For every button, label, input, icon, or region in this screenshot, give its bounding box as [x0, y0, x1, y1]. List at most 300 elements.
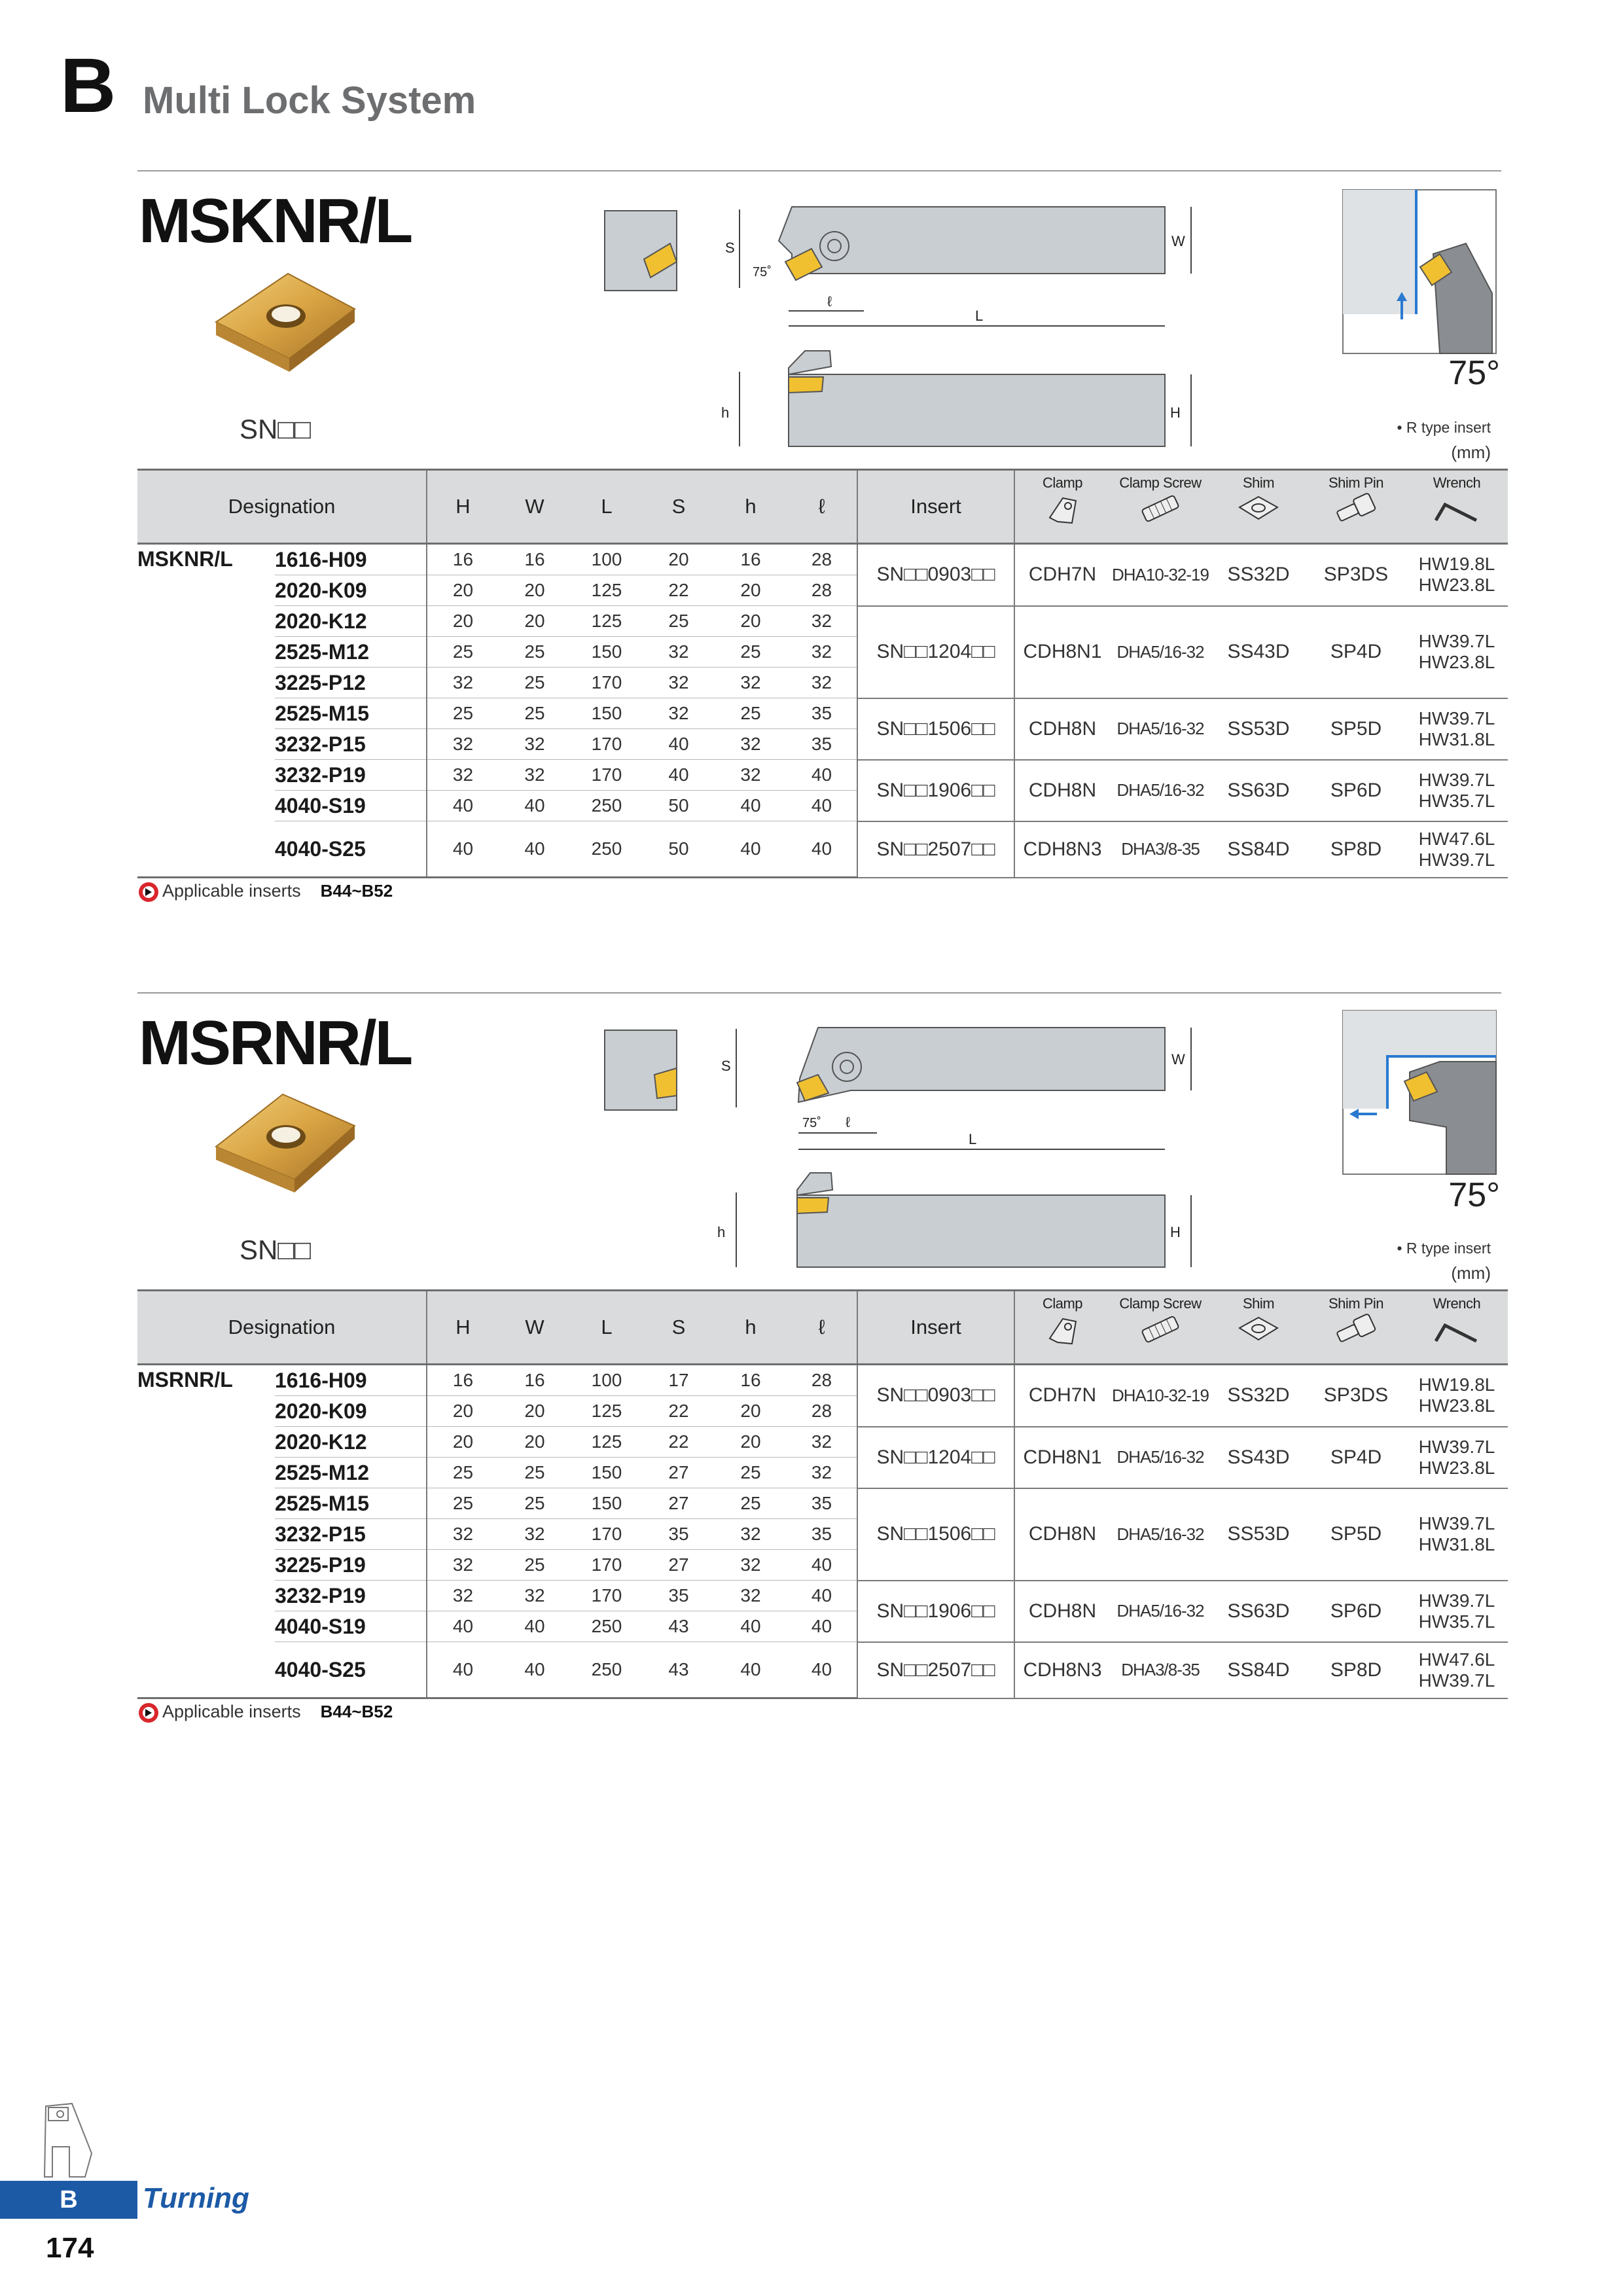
col-clamp-screw-label: Clamp Screw: [1119, 475, 1202, 491]
cell-S: 17: [643, 1365, 715, 1396]
wrench-1: HW47.6L: [1418, 1649, 1495, 1670]
cell-H: 25: [427, 698, 499, 729]
arrow-circle-icon: [137, 1702, 160, 1724]
clamp-screw-cell: DHA3/8-35: [1110, 1642, 1211, 1698]
cell-l: 35: [787, 1519, 857, 1550]
dim-W-label: W: [1171, 233, 1185, 249]
approach-angle: 75°: [1448, 1176, 1500, 1214]
cell-L: 170: [571, 760, 643, 791]
designation-cell: 3225-P12: [275, 668, 427, 698]
section-divider: [137, 170, 1501, 171]
wrench-1: HW39.7L: [1418, 708, 1495, 728]
spec-table: [137, 1289, 1508, 1699]
cell-W: 25: [499, 668, 571, 698]
cell-h: 32: [715, 729, 787, 760]
cell-W: 25: [499, 637, 571, 668]
cell-L: 150: [571, 1458, 643, 1488]
col-h: h: [715, 1291, 787, 1365]
table-row: [137, 821, 1508, 878]
insert-code: SN□□: [240, 414, 312, 444]
clamp-cell: CDH7N: [1014, 1365, 1110, 1427]
cell-H: 25: [427, 1458, 499, 1488]
table-row: [137, 1642, 1508, 1698]
cell-l: 40: [787, 791, 857, 821]
clamp-icon: [1043, 492, 1082, 526]
table-row: [137, 606, 1508, 637]
cell-L: 250: [571, 791, 643, 821]
shim-pin-icon: [1333, 1312, 1379, 1346]
col-wrench-label: Wrench: [1433, 1295, 1481, 1312]
cell-L: 125: [571, 575, 643, 606]
wrench-1: HW39.7L: [1418, 769, 1495, 790]
dim-l-label: ℓ: [827, 293, 832, 310]
dim-h-label: h: [721, 404, 730, 421]
col-clamp-label: Clamp: [1042, 475, 1083, 491]
clamp-screw-cell: DHA5/16-32: [1110, 1581, 1211, 1642]
cell-l: 35: [787, 729, 857, 760]
clamp-cell: CDH8N: [1014, 760, 1110, 821]
shim-cell: SS32D: [1211, 1365, 1306, 1427]
screw-icon: [1137, 1312, 1183, 1346]
table-header-row: [137, 1291, 1508, 1365]
col-insert: Insert: [857, 1291, 1014, 1365]
cell-h: 20: [715, 606, 787, 637]
col-shim-label: Shim: [1242, 475, 1275, 491]
cell-S: 50: [643, 821, 715, 878]
table-row: [137, 544, 1508, 575]
cell-h: 40: [715, 1642, 787, 1698]
screw-icon: [1137, 492, 1183, 526]
cell-l: 40: [787, 1611, 857, 1642]
cell-L: 170: [571, 1550, 643, 1581]
series-name: MSRNR/L: [137, 1365, 275, 1698]
col-designation: Designation: [137, 470, 427, 544]
cell-L: 100: [571, 544, 643, 575]
cell-L: 100: [571, 1365, 643, 1396]
cell-S: 22: [643, 575, 715, 606]
shim-pin-cell: SP3DS: [1306, 1365, 1406, 1427]
table-row: [137, 1365, 1508, 1396]
shim-pin-cell: SP3DS: [1306, 544, 1406, 606]
wrench-1: HW39.7L: [1418, 1513, 1495, 1534]
cell-L: 170: [571, 729, 643, 760]
col-l: ℓ: [787, 470, 857, 544]
designation-cell: 2020-K09: [275, 575, 427, 606]
shim-pin-cell: SP8D: [1306, 1642, 1406, 1698]
col-S: S: [643, 1291, 715, 1365]
cell-l: 28: [787, 544, 857, 575]
shim-pin-cell: SP5D: [1306, 1488, 1406, 1581]
cell-l: 32: [787, 637, 857, 668]
col-L: L: [571, 470, 643, 544]
shim-icon: [1236, 1312, 1281, 1346]
clamp-cell: CDH8N3: [1014, 1642, 1110, 1698]
designation-cell: 4040-S19: [275, 791, 427, 821]
section-tab-label: Turning: [143, 2182, 249, 2214]
col-h: h: [715, 470, 787, 544]
col-wrench-label: Wrench: [1433, 475, 1481, 491]
wrench-2: HW23.8L: [1418, 652, 1495, 672]
designation-cell: 4040-S19: [275, 1611, 427, 1642]
cell-h: 20: [715, 1396, 787, 1427]
insert-image: [209, 1089, 360, 1207]
cell-W: 25: [499, 1458, 571, 1488]
cell-l: 32: [787, 1427, 857, 1458]
insert-cell: SN□□1506□□: [857, 698, 1014, 760]
cell-H: 25: [427, 637, 499, 668]
cell-H: 32: [427, 668, 499, 698]
wrench-1: HW39.7L: [1418, 631, 1495, 651]
clamp-cell: CDH8N3: [1014, 821, 1110, 878]
cell-l: 28: [787, 1396, 857, 1427]
cell-S: 50: [643, 791, 715, 821]
cell-S: 22: [643, 1427, 715, 1458]
wrench-cell: [1406, 1427, 1508, 1488]
col-insert: Insert: [857, 470, 1014, 544]
cell-h: 25: [715, 698, 787, 729]
col-clamp-screw: [1110, 1291, 1211, 1365]
cell-W: 16: [499, 1365, 571, 1396]
cell-l: 28: [787, 575, 857, 606]
wrench-1: HW19.8L: [1418, 554, 1495, 575]
cell-l: 40: [787, 1581, 857, 1611]
cell-h: 40: [715, 1611, 787, 1642]
dim-H-label: H: [1170, 404, 1181, 421]
designation-cell: 1616-H09: [275, 544, 427, 575]
cell-h: 40: [715, 821, 787, 878]
col-clamp-screw: [1110, 470, 1211, 544]
cell-S: 32: [643, 637, 715, 668]
cell-H: 40: [427, 791, 499, 821]
clamp-screw-cell: DHA5/16-32: [1110, 698, 1211, 760]
unit-note: (mm): [1451, 442, 1491, 462]
cell-l: 35: [787, 698, 857, 729]
angle-label: 75˚: [802, 1116, 821, 1130]
cell-S: 20: [643, 544, 715, 575]
cell-H: 32: [427, 1519, 499, 1550]
angle-label: 75˚: [753, 265, 772, 279]
col-shim: [1211, 470, 1306, 544]
cell-l: 35: [787, 1488, 857, 1519]
spec-table: [137, 469, 1508, 878]
wrench-1: HW19.8L: [1418, 1374, 1495, 1395]
cell-h: 25: [715, 637, 787, 668]
shim-cell: SS32D: [1211, 544, 1306, 606]
dim-S-label: S: [725, 240, 735, 256]
designation-cell: 2525-M12: [275, 1458, 427, 1488]
col-clamp-screw-label: Clamp Screw: [1119, 1295, 1202, 1312]
cell-S: 32: [643, 698, 715, 729]
wrench-2: HW23.8L: [1418, 575, 1495, 596]
clamp-cell: CDH8N: [1014, 1488, 1110, 1581]
wrench-cell: [1406, 698, 1508, 760]
cell-h: 16: [715, 544, 787, 575]
insert-cell: SN□□2507□□: [857, 821, 1014, 878]
wrench-2: HW31.8L: [1418, 1534, 1495, 1554]
cell-H: 16: [427, 1365, 499, 1396]
cell-W: 40: [499, 1642, 571, 1698]
cell-l: 40: [787, 821, 857, 878]
cell-L: 170: [571, 1581, 643, 1611]
cell-S: 25: [643, 606, 715, 637]
cell-W: 20: [499, 606, 571, 637]
insert-cell: SN□□0903□□: [857, 544, 1014, 606]
r-type-note: • R type insert: [1397, 1240, 1491, 1257]
shim-cell: SS43D: [1211, 606, 1306, 698]
cell-S: 22: [643, 1396, 715, 1427]
wrench-icon: [1431, 1312, 1483, 1346]
shim-cell: SS53D: [1211, 698, 1306, 760]
cell-H: 32: [427, 729, 499, 760]
table-row: [137, 760, 1508, 791]
approach-angle: 75°: [1448, 354, 1500, 392]
cell-S: 35: [643, 1581, 715, 1611]
cell-L: 170: [571, 1519, 643, 1550]
wrench-cell: [1406, 760, 1508, 821]
cell-H: 40: [427, 1611, 499, 1642]
cell-H: 20: [427, 575, 499, 606]
wrench-cell: [1406, 606, 1508, 698]
insert-cell: SN□□1204□□: [857, 1427, 1014, 1488]
clamp-cell: CDH8N: [1014, 1581, 1110, 1642]
insert-image: [209, 268, 360, 386]
insert-cell: SN□□1204□□: [857, 606, 1014, 698]
cell-S: 27: [643, 1458, 715, 1488]
table-row: [137, 1427, 1508, 1458]
cell-W: 25: [499, 1488, 571, 1519]
cell-L: 250: [571, 1611, 643, 1642]
designation-cell: 2525-M15: [275, 1488, 427, 1519]
cell-h: 25: [715, 1458, 787, 1488]
designation-cell: 3232-P19: [275, 1581, 427, 1611]
wrench-2: HW23.8L: [1418, 1457, 1495, 1478]
cell-l: 32: [787, 606, 857, 637]
wrench-2: HW31.8L: [1418, 728, 1495, 749]
col-shim-label: Shim: [1242, 1295, 1275, 1312]
shim-pin-cell: SP8D: [1306, 821, 1406, 878]
clamp-screw-cell: DHA5/16-32: [1110, 1427, 1211, 1488]
section-letter: B: [60, 43, 116, 129]
designation-cell: 2525-M12: [275, 637, 427, 668]
wrench-2: HW35.7L: [1418, 1611, 1495, 1632]
designation-cell: 3232-P19: [275, 760, 427, 791]
designation-cell: 1616-H09: [275, 1365, 427, 1396]
cell-h: 32: [715, 1550, 787, 1581]
cell-W: 20: [499, 1396, 571, 1427]
designation-cell: 4040-S25: [275, 1642, 427, 1698]
col-designation: Designation: [137, 1291, 427, 1365]
cell-S: 35: [643, 1519, 715, 1550]
cell-H: 20: [427, 1427, 499, 1458]
shim-cell: SS63D: [1211, 760, 1306, 821]
cell-W: 20: [499, 575, 571, 606]
col-wrench: [1406, 1291, 1508, 1365]
insert-cell: SN□□1906□□: [857, 760, 1014, 821]
wrench-cell: [1406, 1365, 1508, 1427]
cell-L: 150: [571, 698, 643, 729]
cell-H: 32: [427, 760, 499, 791]
col-H: H: [427, 470, 499, 544]
cell-l: 40: [787, 760, 857, 791]
cell-S: 40: [643, 760, 715, 791]
cell-W: 40: [499, 821, 571, 878]
clamp-screw-cell: DHA10-32-19: [1110, 544, 1211, 606]
designation-cell: 2525-M15: [275, 698, 427, 729]
cell-W: 20: [499, 1427, 571, 1458]
cell-H: 40: [427, 821, 499, 878]
cell-W: 32: [499, 729, 571, 760]
shim-cell: SS43D: [1211, 1427, 1306, 1488]
shim-cell: SS84D: [1211, 821, 1306, 878]
applicable-label: Applicable inserts: [162, 1702, 301, 1722]
wrench-icon: [1431, 492, 1483, 526]
cell-L: 125: [571, 1396, 643, 1427]
insert-cell: SN□□1906□□: [857, 1581, 1014, 1642]
designation-cell: 2020-K09: [275, 1396, 427, 1427]
shim-icon: [1236, 492, 1281, 526]
arrow-circle-icon: [137, 881, 160, 903]
dim-L-label: L: [975, 308, 984, 324]
cell-L: 250: [571, 821, 643, 878]
cell-h: 32: [715, 760, 787, 791]
page-number: 174: [46, 2232, 94, 2264]
series-name: MSKNR/L: [137, 544, 275, 878]
cell-S: 27: [643, 1550, 715, 1581]
cell-h: 25: [715, 1488, 787, 1519]
cell-H: 25: [427, 1488, 499, 1519]
clamp-screw-cell: DHA5/16-32: [1110, 606, 1211, 698]
cell-L: 150: [571, 637, 643, 668]
col-clamp: [1014, 1291, 1110, 1365]
shim-pin-cell: SP5D: [1306, 698, 1406, 760]
col-wrench: [1406, 470, 1508, 544]
cell-W: 40: [499, 791, 571, 821]
cell-L: 250: [571, 1642, 643, 1698]
model-title: MSRNR/L: [139, 1008, 412, 1078]
cell-W: 32: [499, 1519, 571, 1550]
wrench-2: HW39.7L: [1418, 849, 1495, 870]
cell-l: 40: [787, 1550, 857, 1581]
designation-cell: 3232-P15: [275, 729, 427, 760]
cell-h: 32: [715, 1519, 787, 1550]
clamp-cell: CDH7N: [1014, 544, 1110, 606]
col-shim-pin-label: Shim Pin: [1328, 475, 1384, 491]
cell-W: 25: [499, 1550, 571, 1581]
cell-W: 32: [499, 760, 571, 791]
col-W: W: [499, 470, 571, 544]
clamp-icon: [1043, 1312, 1082, 1346]
shim-cell: SS84D: [1211, 1642, 1306, 1698]
table-row: [137, 698, 1508, 729]
clamp-screw-cell: DHA5/16-32: [1110, 1488, 1211, 1581]
col-shim: [1211, 1291, 1306, 1365]
cell-L: 125: [571, 606, 643, 637]
dim-l-label: ℓ: [846, 1114, 851, 1130]
applicable-inserts-note: [137, 1702, 393, 1724]
applicable-range: B44~B52: [320, 881, 393, 901]
col-shim-pin: [1306, 470, 1406, 544]
model-title: MSKNR/L: [139, 186, 412, 256]
dim-W-label: W: [1171, 1051, 1185, 1067]
cell-S: 43: [643, 1642, 715, 1698]
cell-l: 40: [787, 1642, 857, 1698]
col-shim-pin-label: Shim Pin: [1328, 1295, 1384, 1312]
tool-drawing: [602, 1018, 1204, 1274]
wrench-cell: [1406, 1642, 1508, 1698]
wrench-2: HW35.7L: [1418, 790, 1495, 811]
col-l: ℓ: [787, 1291, 857, 1365]
insert-cell: SN□□2507□□: [857, 1642, 1014, 1698]
cell-L: 150: [571, 1488, 643, 1519]
dim-S-label: S: [721, 1058, 731, 1074]
col-S: S: [643, 470, 715, 544]
wrench-1: HW39.7L: [1418, 1590, 1495, 1611]
shim-pin-icon: [1333, 492, 1379, 526]
table-row: [137, 1488, 1508, 1519]
cell-h: 20: [715, 1427, 787, 1458]
cell-W: 25: [499, 698, 571, 729]
clamp-screw-cell: DHA10-32-19: [1110, 1365, 1211, 1427]
table-header-row: [137, 470, 1508, 544]
clamp-cell: CDH8N1: [1014, 1427, 1110, 1488]
cell-S: 32: [643, 668, 715, 698]
cell-l: 28: [787, 1365, 857, 1396]
cell-W: 40: [499, 1611, 571, 1642]
designation-cell: 2020-K12: [275, 1427, 427, 1458]
insert-code: SN□□: [240, 1234, 312, 1265]
cell-h: 20: [715, 575, 787, 606]
wrench-2: HW23.8L: [1418, 1395, 1495, 1416]
col-H: H: [427, 1291, 499, 1365]
wrench-cell: [1406, 1488, 1508, 1581]
cell-L: 125: [571, 1427, 643, 1458]
shim-pin-cell: SP4D: [1306, 606, 1406, 698]
clamp-screw-cell: DHA5/16-32: [1110, 760, 1211, 821]
cell-h: 32: [715, 1581, 787, 1611]
applicable-inserts-note: [137, 881, 393, 903]
designation-cell: 4040-S25: [275, 821, 427, 878]
tool-drawing: [602, 196, 1204, 452]
col-L: L: [571, 1291, 643, 1365]
cell-L: 170: [571, 668, 643, 698]
cell-W: 16: [499, 544, 571, 575]
cell-H: 32: [427, 1550, 499, 1581]
shim-cell: SS63D: [1211, 1581, 1306, 1642]
insert-cell: SN□□0903□□: [857, 1365, 1014, 1427]
cell-l: 32: [787, 668, 857, 698]
col-clamp-label: Clamp: [1042, 1295, 1083, 1312]
shim-pin-cell: SP6D: [1306, 760, 1406, 821]
clamp-screw-cell: DHA3/8-35: [1110, 821, 1211, 878]
cell-S: 27: [643, 1488, 715, 1519]
cell-S: 40: [643, 729, 715, 760]
wrench-cell: [1406, 1581, 1508, 1642]
application-diagram: [1342, 1009, 1499, 1175]
designation-cell: 3232-P15: [275, 1519, 427, 1550]
shim-pin-cell: SP6D: [1306, 1581, 1406, 1642]
cell-W: 32: [499, 1581, 571, 1611]
cell-H: 20: [427, 606, 499, 637]
application-diagram: [1342, 188, 1499, 355]
dim-h-label: h: [717, 1224, 726, 1240]
col-clamp: [1014, 470, 1110, 544]
clamp-cell: CDH8N1: [1014, 606, 1110, 698]
wrench-1: HW39.7L: [1418, 1436, 1495, 1457]
turning-tool-icon: [39, 2101, 98, 2179]
table-row: [137, 1581, 1508, 1611]
insert-cell: SN□□1506□□: [857, 1488, 1014, 1581]
unit-note: (mm): [1451, 1263, 1491, 1283]
